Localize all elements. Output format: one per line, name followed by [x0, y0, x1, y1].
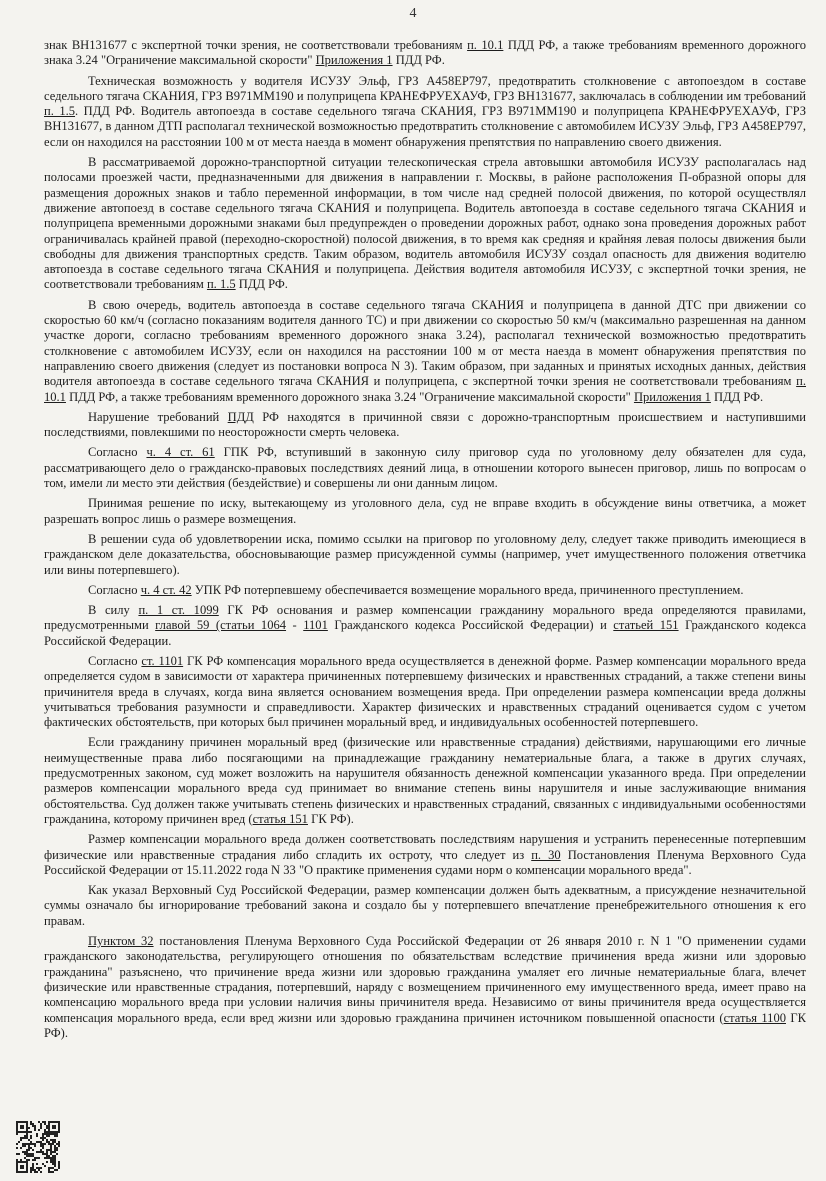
legal-reference-link[interactable]: ч. 4 ст. 42 [140, 582, 192, 597]
paragraph [44, 883, 806, 929]
paragraph-text: ГК РФ). [44, 1010, 806, 1040]
legal-reference-link[interactable]: п. 30 [531, 847, 561, 862]
paragraph-text: Согласно [88, 582, 141, 597]
qr-code [16, 1121, 60, 1173]
legal-reference-link[interactable]: статьей 151 [613, 618, 679, 633]
paragraph-text: УПК РФ потерпевшему обеспечивается возмещение морального вреда, причиненного преступлением. [191, 582, 744, 597]
paragraph-text: ПДД РФ, а также требованиям временного дорожного знака 3.24 "Ограничение максимальной скорости" [44, 38, 807, 68]
paragraph-text: В рассматриваемой дорожно-транспортной ситуации телескопическая стрела автовышки автомобиля ИСУЗУ располагалась над полосами проезжей части, предназначенными для движения в направлении г. Москвы, в районе расположения П-образной опоры для размещения дорожных знаков и табло переменной информации, в том числе над средней полосой движения, по которой осуществлял движение автопоезд в составе седельного тягача СКАНИЯ и полуприцепа. Водитель автопоезда в составе седельного тягача СКАНИЯ и полуприцепа временными дорожными знаками был предупрежден о проведении дорожных работ, однако зона проведения дорожных работ ограничивалась крайней правой (переходно-скоростной) полосой движения, в то время как средняя и крайняя левая полосы движения были свободны для движения транспортных средств. Таким образом, водитель автомобиля ИСУЗУ создал опасность для движения водителю автопоезда в составе седельного тягача СКАНИЯ и полуприцепа. Действия водителя автомобиля ИСУЗУ, с экспертной точки зрения, не соответствовали требованиям [44, 155, 806, 292]
paragraph-text: Гражданского кодекса Российской Федерации) и [327, 618, 614, 633]
paragraph [44, 934, 806, 1041]
paragraph-text: ГК РФ). [307, 811, 354, 826]
legal-reference-link[interactable]: ст. 1101 [141, 653, 184, 668]
paragraph-text: - [286, 618, 304, 633]
legal-reference-link[interactable]: п. 10.1 [467, 38, 504, 52]
legal-reference-link[interactable]: ч. 4 ст. 61 [146, 445, 215, 460]
paragraph-text: Размер компенсации морального вреда должен соответствовать последствиям нарушения и устранить перенесенные потерпевшим физические или нравственные страдания либо сгладить их остроту, что следует из [44, 832, 806, 862]
paragraph-text: ПДД РФ. [392, 53, 445, 68]
legal-reference-link[interactable]: Приложения 1 [633, 389, 711, 404]
paragraph-text: ПДД РФ. [235, 277, 288, 292]
paragraph [44, 532, 806, 578]
paragraph-text: постановления Пленума Верховного Суда Российской Федерации от 26 января 2010 г. N 1 "О применении судами гражданского законодательства, регулирующего отношения по обязательствам вследствие причинения вреда жизни или здоровью гражданина" разъяснено, что причинение вреда жизни или здоровью гражданина умаляет его личные нематериальные блага, влечет физические или нравственные страдания, потерпевший, наряду с возмещением причиненного ему имущественного вреда, имеет право на компенсацию морального вреда при условии наличия вины причинителя вреда. Независимо от вины причинителя вреда осуществляется компенсация морального вреда, если вред жизни или здоровью гражданина причинен источником повышенной опасности ( [44, 934, 806, 1025]
paragraph-text: Согласно [88, 653, 142, 668]
legal-reference-link[interactable]: п. 1.5 [44, 104, 76, 119]
paragraph [44, 583, 806, 598]
paragraph [44, 832, 806, 878]
legal-reference-link[interactable]: 1101 [303, 618, 328, 633]
paragraph-text: ПДД РФ, а также требованиям временного дорожного знака 3.24 "Ограничение максимальной скорости" [65, 389, 634, 404]
paragraph-text: Нарушение требований [88, 409, 228, 424]
paragraph-text: Согласно [88, 445, 147, 460]
paragraph-text: ПДД РФ. [710, 389, 764, 404]
legal-reference-link[interactable]: п. 1 ст. 1099 [138, 603, 219, 618]
paragraph [44, 155, 806, 293]
paragraph-text: Постановления Пленума Верховного Суда Российской Федерации от 15.11.2022 года N 33 "О практике применения судами норм о компенсации морального вреда". [44, 847, 806, 877]
paragraph-text: В свою очередь, водитель автопоезда в составе седельного тягача СКАНИЯ и полуприцепа в данной ДТС при движении со скоростью 60 км/ч (согласно показаниям водителя данного ТС) и при движении со скоростью 50 км/ч (максимально разрешенная на данном участке дороги, согласно требованиям временного дорожного знака 3.24), располагал технической возможностью предотвратить столкновение с автомобилем ИСУЗУ, если он находился на расстоянии 100 м от места наезда в момент обнаружения препятствия по направлению своего движения (следует из постановки вопроса N 3). Таким образом, при заданных и принятых исходных данных, действия водителя автопоезда в составе седельного тягача СКАНИЯ и полуприцепа, с экспертной точки зрения не соответствовали требованиям [44, 297, 806, 389]
legal-reference-link[interactable]: главой 59 (статьи 1064 [155, 618, 287, 633]
paragraph-text: Как указал Верховный Суд Российской Федерации, размер компенсации должен быть адекватным, а присуждение незначительной суммы означало бы игнорирование требований закона и создало бы у потерпевшего впечатление пренебрежительного отношения к его правам. [44, 883, 806, 928]
paragraph-text: В силу [88, 603, 139, 618]
paragraph-text: РФ находятся в причинной связи с дорожно-транспортным происшествием и наступившими последствиями, повлекшими по неосторожности смерть человека. [44, 409, 807, 440]
legal-reference-link[interactable]: статья 1100 [723, 1010, 786, 1025]
paragraph-text: ГК РФ компенсация морального вреда осуществляется в денежной форме. Размер компенсации морального вреда определяется судом в зависимости от характера причиненных потерпевшему физических и нравственных страданий, а также степени вины причинителя вреда в случаях, когда вина является основанием возмещения вреда. При определении размера компенсации вреда должны учитываться требования разумности и справедливости. Характер физических и нравственных страданий оценивается судом с учетом фактических обстоятельств, при которых был причинен моральный вред, и индивидуальных особенностей потерпевшего. [44, 653, 806, 730]
legal-reference-link[interactable]: статья 151 [252, 811, 308, 826]
document-body [44, 38, 806, 1046]
page-number: 4 [409, 6, 417, 21]
legal-reference-link[interactable]: Приложения 1 [315, 53, 393, 68]
paragraph [44, 496, 806, 527]
legal-reference-link[interactable]: п. 1.5 [206, 277, 236, 292]
paragraph-text: . ПДД РФ. Водитель автопоезда в составе седельного тягача СКАНИЯ, ГРЗ В971ММ190 и полуприцепа КРАНЕФРУЕХАУФ, ГРЗ ВН131677, в данном ДТП располагал технической возможностью предотвратить столкновение с автомобилем ИСУЗУ Эльф, ГРЗ А458ЕР797, если он находился на расстоянии 100 м от места наезда в момент обнаружения препятствия по направлению своего движения. [44, 104, 806, 149]
paragraph [44, 603, 806, 649]
paragraph [44, 735, 806, 827]
legal-reference-link[interactable]: Пунктом 32 [88, 934, 154, 949]
paragraph-text: Техническая возможность у водителя ИСУЗУ Эльф, ГРЗ А458ЕР797, предотвратить столкновение с автопоездом в составе седельного тягача СКАНИЯ, ГРЗ В971ММ190 и полуприцепа КРАНЕФРУЕХАУФ, ГРЗ ВН131677, заключалась в соблюдении им требований [44, 73, 806, 103]
paragraph-text: Гражданского кодекса Российской Федерации. [44, 618, 807, 648]
paragraph [44, 654, 806, 730]
legal-reference-link[interactable]: п. 10.1 [44, 374, 806, 404]
paragraph-text: ГК РФ основания и размер компенсации гражданину морального вреда определяются правилами, предусмотренными [44, 603, 807, 633]
paragraph-text: знак ВН131677 с экспертной точки зрения, не соответствовали требованиям [44, 38, 468, 52]
paragraph [44, 410, 806, 441]
paragraph [44, 298, 806, 405]
paragraph [44, 445, 806, 491]
legal-reference-link[interactable]: ПДД [227, 409, 254, 424]
paragraph [44, 74, 806, 150]
paragraph-text: Принимая решение по иску, вытекающему из уголовного дела, суд не вправе входить в обсуждение вины ответчика, а может разрешать вопрос лишь о размере возмещения. [44, 496, 806, 526]
paragraph-text: Если гражданину причинен моральный вред (физические или нравственные страдания) действиями, нарушающими его личные неимущественные права либо посягающими на принадлежащие гражданину нематериальные блага, а также в других случаях, предусмотренных законом, суд может возложить на нарушителя обязанность денежной компенсации указанного вреда. При определении размеров компенсации морального вреда суд принимает во внимание степень вины нарушителя и иные заслуживающие внимания обстоятельства. Суд должен также учитывать степень физических и нравственных страданий, связанных с индивидуальными особенностями гражданина, которому причинен вред ( [44, 735, 806, 826]
paragraph-text: В решении суда об удовлетворении иска, помимо ссылки на приговор по уголовному делу, следует также приводить имеющиеся в гражданском деле доказательства, обосновывающие размер присужденной суммы (например, учет имущественного положения ответчика или вины потерпевшего). [44, 531, 806, 577]
paragraph [44, 38, 806, 69]
paragraph-text: ГПК РФ, вступивший в законную силу приговор суда по уголовному делу обязателен для суда, рассматривающего дело о гражданско-правовых последствиях деяний лица, в отношении которого вынесен приговор, лишь по вопросам о том, имели ли место эти действия (бездействие) и совершены ли они данным лицом. [44, 445, 806, 491]
